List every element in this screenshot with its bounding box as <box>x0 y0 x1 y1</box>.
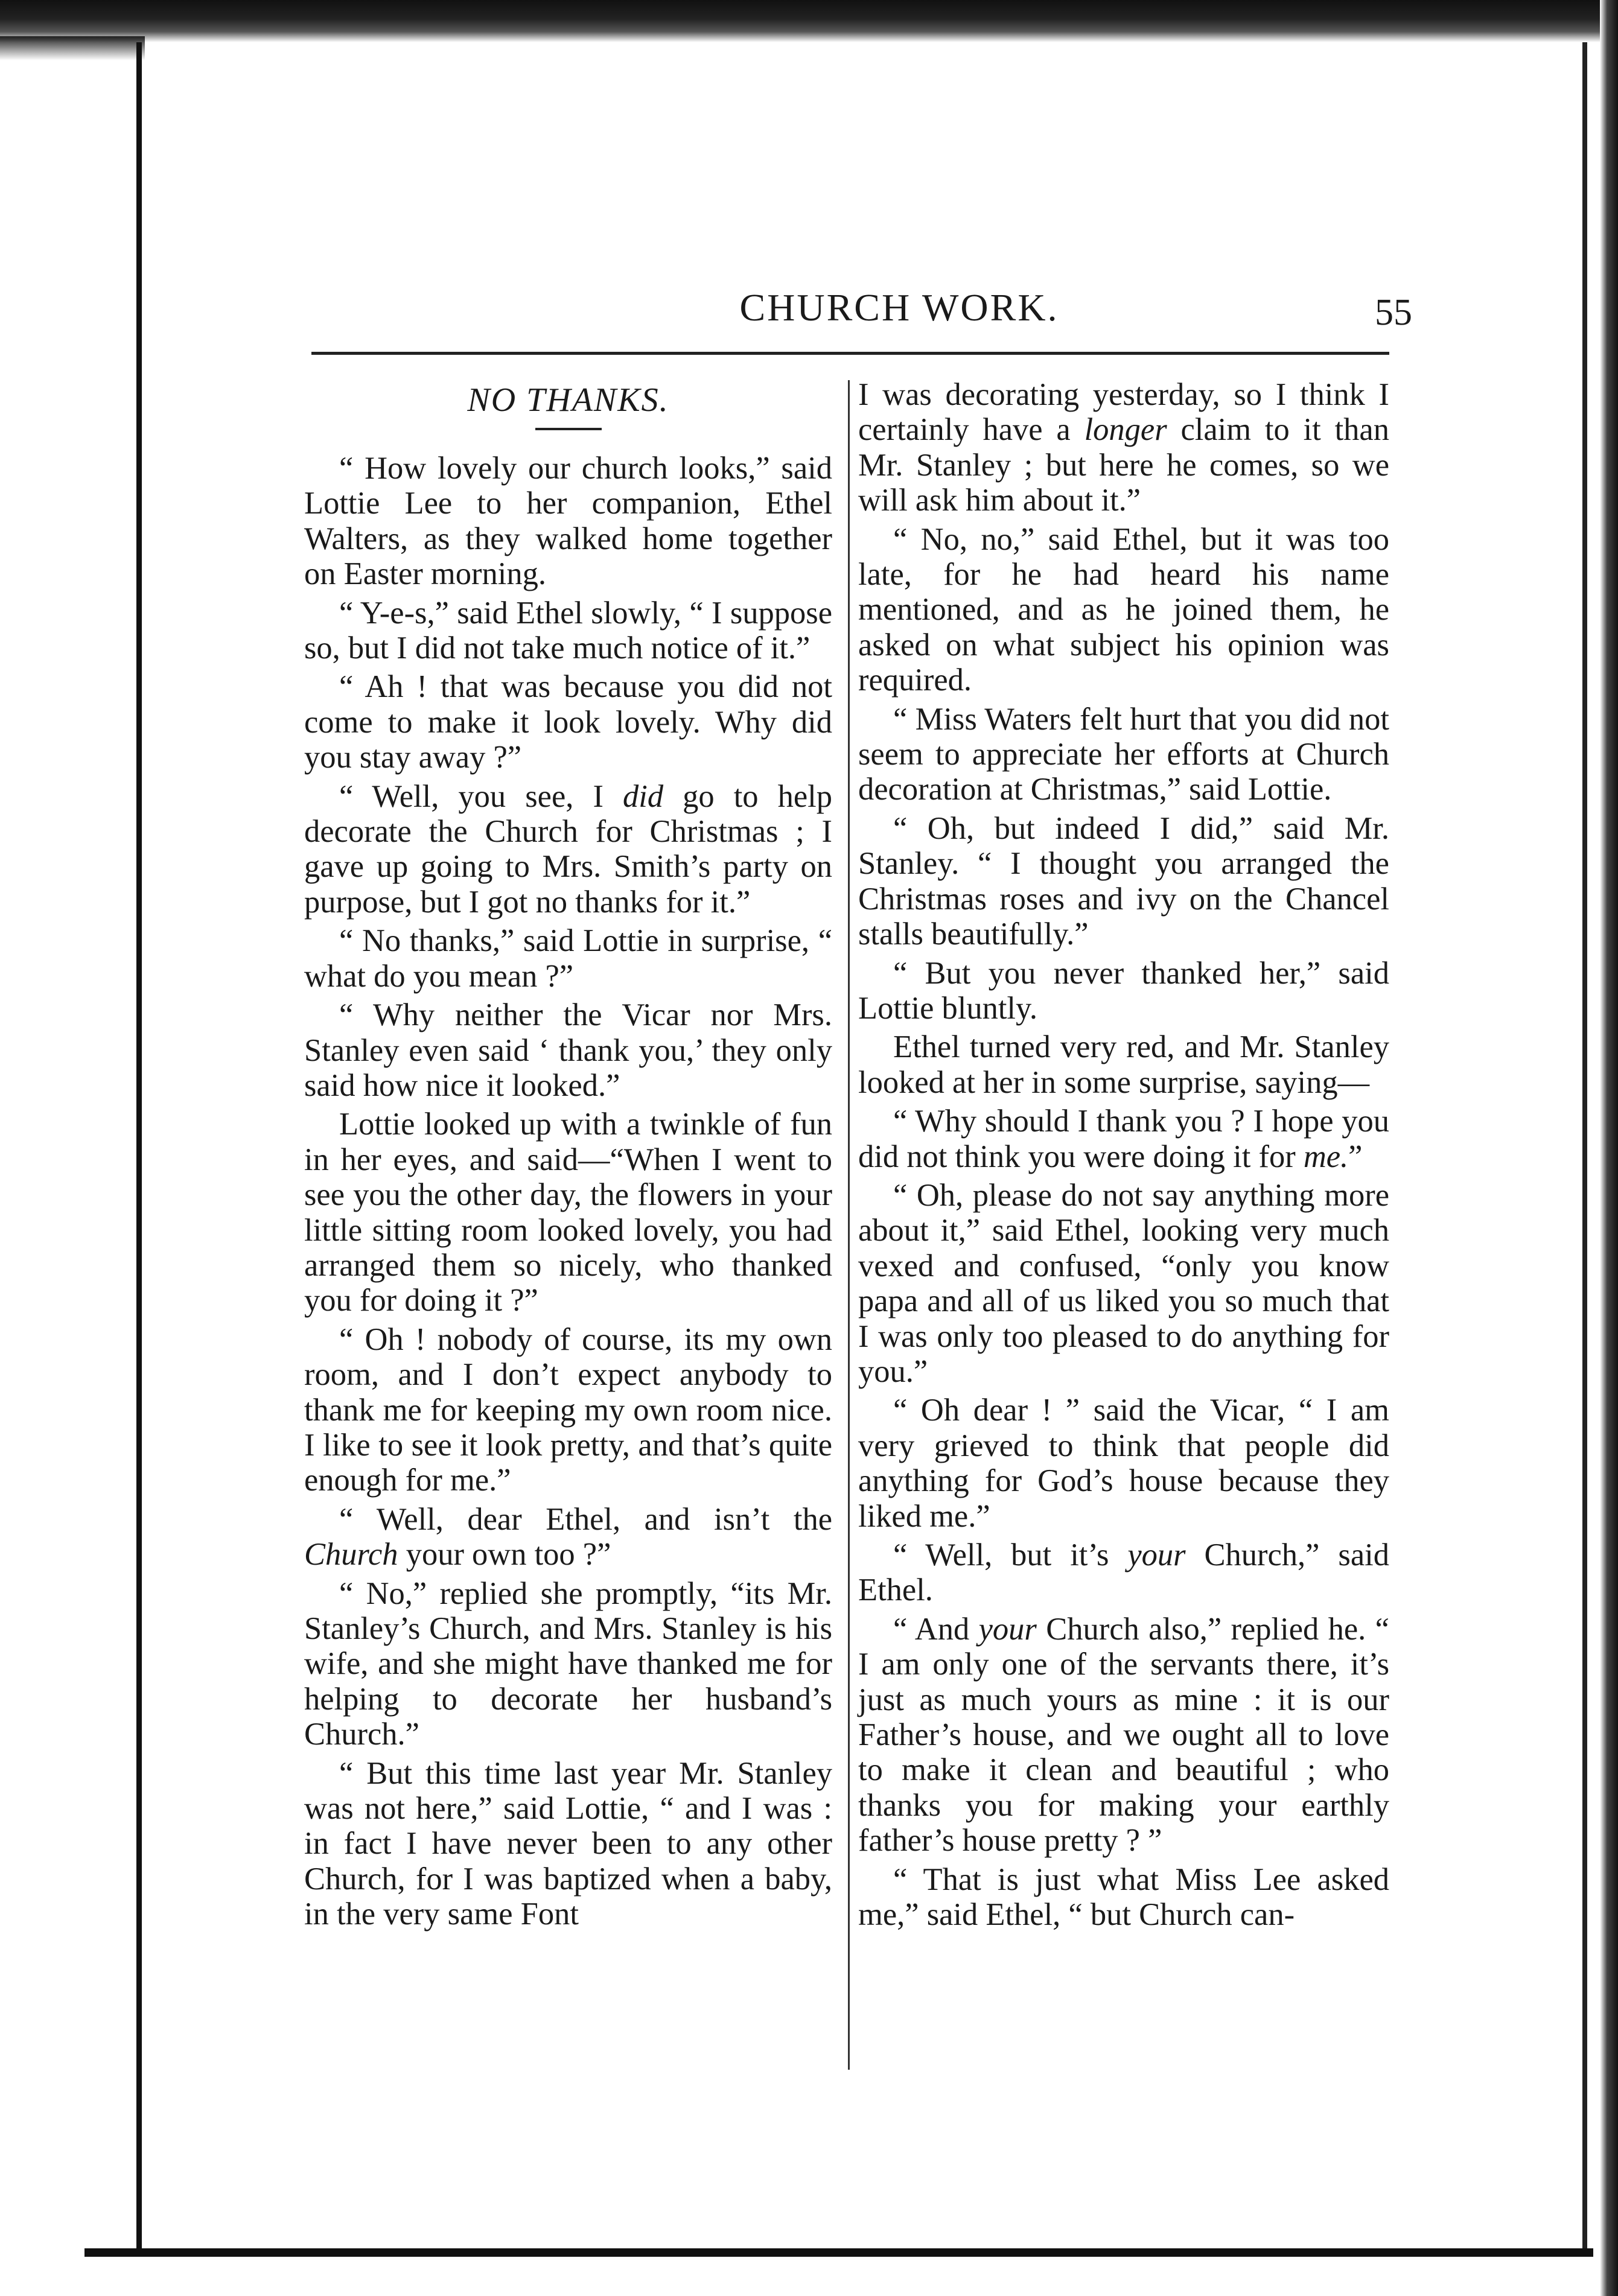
column-divider <box>848 380 850 2070</box>
paragraph: Lottie looked up with a twinkle of fun in her eyes, and said—“When I went to see you the other day, the flowers in your little sitting room looked lovely, you had arranged them so nicely, who thanked you for doing it ?” <box>304 1107 832 1318</box>
page-border-bottom <box>84 2248 1593 2257</box>
text-run: claim to it than Mr. Stanley ; but here he comes, so we will ask him about it.” <box>858 412 1389 518</box>
paragraph: “ Ah ! that was because you did not come to make it look lovely. Why did you stay away ?” <box>304 669 832 775</box>
italic-emphasis: your <box>978 1611 1037 1647</box>
page-border-left <box>136 42 142 2251</box>
right-column <box>858 377 1389 1936</box>
paragraph: “ Oh, but indeed I did,” said Mr. Stanley. “ I thought you arranged the Christmas roses and ivy on the Chancel stalls beautifully.” <box>858 810 1389 952</box>
paragraph: “ Y-e-s,” said Ethel slowly, “ I suppose so, but I did not take much notice of it.” <box>304 595 832 666</box>
paragraph: “ Miss Waters felt hurt that you did not seem to appreciate her efforts at Church decoration at Christmas,” said Lottie. <box>858 701 1389 807</box>
text-run: go to help decorate the Church for Christmas ; I gave up going to Mrs. Smith’s party on purpose, but I got no thanks for it.” <box>304 778 832 920</box>
text-run: “ Well, dear Ethel, and isn’t the <box>339 1501 832 1537</box>
italic-emphasis: me. <box>1303 1139 1349 1174</box>
article-title: NO THANKS. <box>467 381 669 419</box>
text-run: I was decorating yesterday, so I think I certainly have a <box>858 377 1389 448</box>
page-number: 55 <box>1375 292 1412 333</box>
title-rule <box>535 428 602 430</box>
page-header <box>302 281 1412 335</box>
paragraph: “ Oh ! nobody of course, its my own room, and I don’t expect anybody to thank me for keeping my own room nice. I like to see it look pretty, and that’s quite enough for me.” <box>304 1321 832 1498</box>
header-rule <box>311 352 1389 355</box>
paragraph: “ But you never thanked her,” said Lottie bluntly. <box>858 955 1389 1026</box>
page-border-right <box>1582 42 1587 2251</box>
text-run: “ And <box>893 1611 979 1647</box>
italic-emphasis: your <box>1127 1538 1186 1573</box>
running-title: CHURCH WORK. <box>739 286 1059 329</box>
paragraph: “ Oh dear ! ” said the Vicar, “ I am very grieved to think that people did anything for God’s house because they liked me.” <box>858 1393 1389 1534</box>
paragraph <box>858 1538 1389 1608</box>
scan-top-shadow <box>0 36 145 60</box>
paragraph: “ Why neither the Vicar nor Mrs. Stanley even said ‘ thank you,’ they only said how nice it looked.” <box>304 997 832 1103</box>
text-run: Church,” said Ethel. <box>858 1538 1389 1608</box>
text-run: “ Well, you see, I <box>339 778 623 814</box>
text-run: your own too ?” <box>398 1537 611 1573</box>
paragraph: “ No,” replied she promptly, “its Mr. Stanley’s Church, and Mrs. Stanley is his wife, and she might have thanked me for helping to decorate her husband’s Church.” <box>304 1576 832 1752</box>
italic-emphasis: longer <box>1084 412 1167 448</box>
text-run: “ Why should I thank you ? I hope you did not think you were doing it for <box>858 1104 1389 1174</box>
paragraph <box>304 1502 832 1573</box>
scan-right-edge <box>1600 0 1618 2296</box>
text-run: ” <box>1348 1139 1363 1174</box>
paragraph <box>858 377 1389 518</box>
paragraph: “ That is just what Miss Lee asked me,” said Ethel, “ but Church can- <box>858 1862 1389 1933</box>
left-column <box>304 377 832 1936</box>
scan-top-edge <box>0 0 1618 42</box>
paragraph: “ How lovely our church looks,” said Lottie Lee to her companion, Ethel Walters, as they walked home together on Easter morning. <box>304 451 832 592</box>
text-run: Church also,” replied he. “ I am only one of the servants there, it’s just as much yours as mine : it is our Father’s house, and we ought all to love to make it clean and beautiful ; who thanks you for making your earthly father’s house pretty ? ” <box>858 1611 1389 1859</box>
text-run: “ Well, but it’s <box>893 1538 1128 1573</box>
paragraph: “ Oh, please do not say anything more about it,” said Ethel, looking very much vexed and confused, “only you know papa and all of us liked you so much that I was only too pleased to do anything for you.” <box>858 1177 1389 1389</box>
paragraph <box>858 1104 1389 1174</box>
paragraph: Ethel turned very red, and Mr. Stanley looked at her in some surprise, saying— <box>858 1029 1389 1100</box>
paragraph: “ But this time last year Mr. Stanley was not here,” said Lottie, “ and I was : in fact I have never been to any other Church, for I was baptized when a baby, in the very same Font <box>304 1755 832 1932</box>
paragraph <box>304 779 832 920</box>
italic-emphasis: did <box>623 778 664 814</box>
paragraph <box>858 1612 1389 1859</box>
paragraph: “ No thanks,” said Lottie in surprise, “ what do you mean ?” <box>304 923 832 994</box>
paragraph: “ No, no,” said Ethel, but it was too late, for he had heard his name mentioned, and as he joined them, he asked on what subject his opinion was required. <box>858 521 1389 698</box>
italic-emphasis: Church <box>304 1537 398 1573</box>
